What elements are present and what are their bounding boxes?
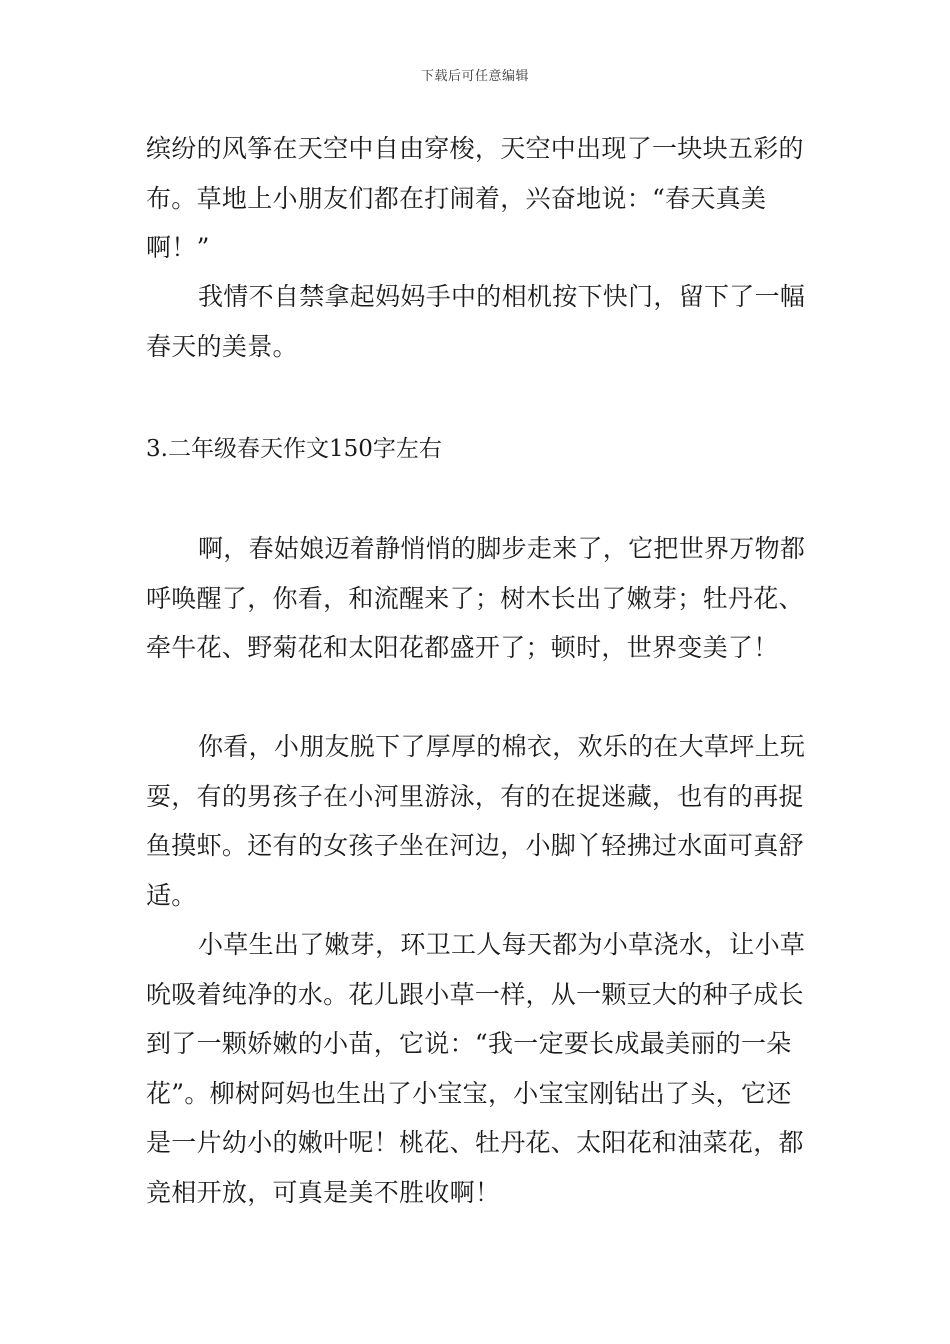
- page-header-note: 下载后可任意编辑: [420, 69, 529, 84]
- paragraph-children-play: 你看，小朋友脱下了厚厚的棉衣，欢乐的在大草坪上玩耍，有的男孩子在小河里游泳，有的在捉迷藏，也有的再捉鱼摸虾。还有的女孩子坐在河边，小脚丫轻拂过水面可真舒适。: [146, 732, 806, 910]
- section-heading: 3.二年级春天作文150字左右: [146, 436, 442, 462]
- paragraph-kites: 缤纷的风筝在天空中自由穿梭，天空中出现了一块块五彩的布。草地上小朋友们都在打闹着，兴奋地说：“春天真美啊！”: [146, 134, 804, 262]
- paragraph-spring-arrives: 啊，春姑娘迈着静悄悄的脚步走来了，它把世界万物都呼唤醒了，你看，和流醒来了；树木长出了嫩芽；牡丹花、牵牛花、野菊花和太阳花都盛开了；顿时，世界变美了！: [146, 534, 806, 662]
- paragraph-camera: 我情不自禁拿起妈妈手中的相机按下快门，留下了一幅春天的美景。: [146, 282, 806, 361]
- paragraph-grass-flowers: 小草生出了嫩芽，环卫工人每天都为小草浇水，让小草吮吸着纯净的水。花儿跟小草一样，从一颗豆大的种子成长到了一颗娇嫩的小苗，它说：“我一定要长成最美丽的一朵花”。柳树阿妈也生出了小宝宝，小宝宝刚钻出了头，它还是一片幼小的嫩叶呢！桃花、牡丹花、太阳花和油菜花，都竞相开放，可真是美不胜收啊！: [146, 930, 806, 1207]
